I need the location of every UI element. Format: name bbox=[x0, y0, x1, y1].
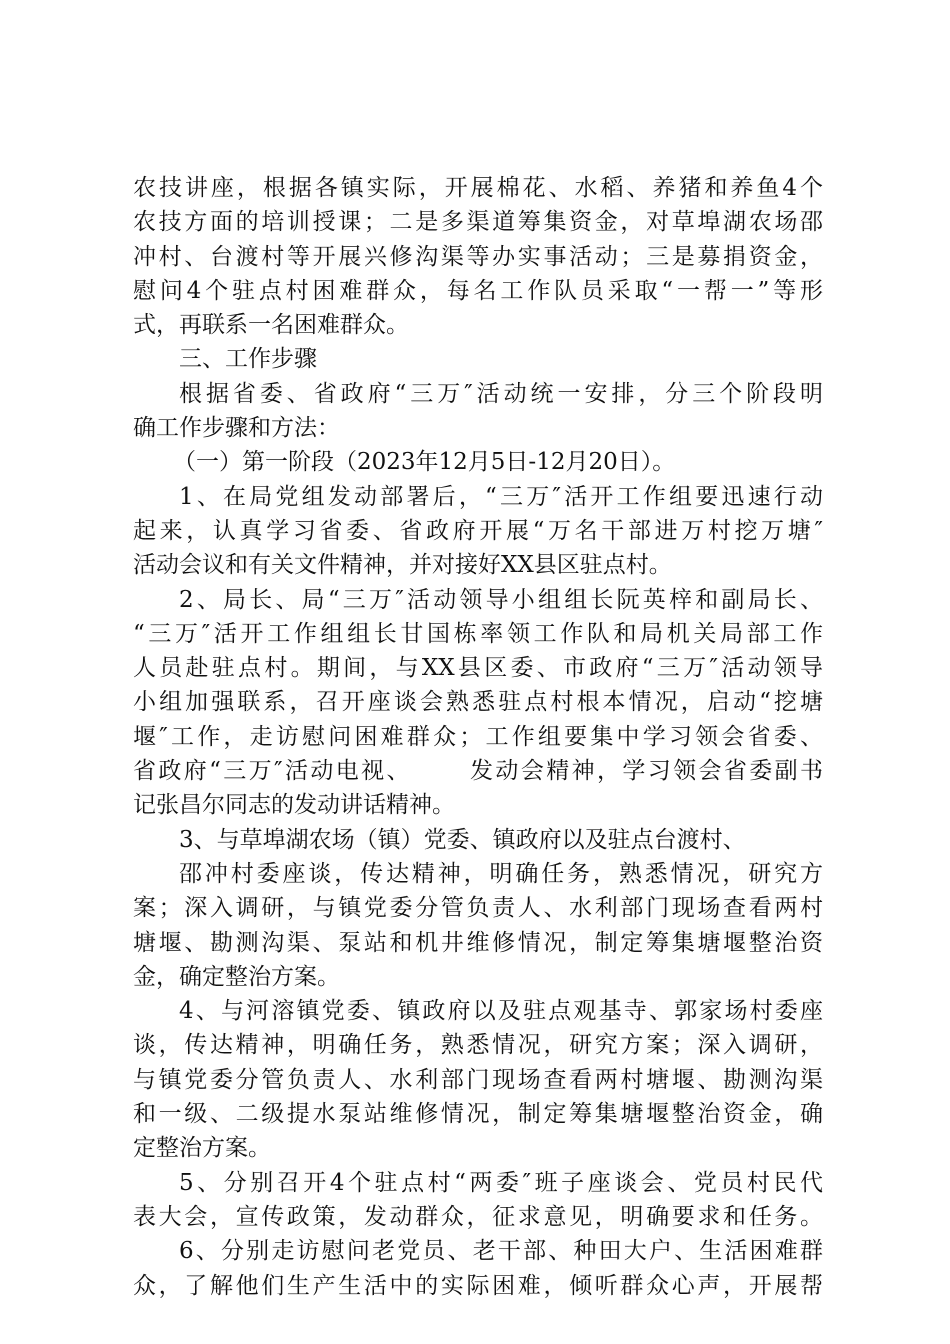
text-line: 根据省委、省政府“三万″活动统一安排，分三个阶段明 bbox=[179, 380, 823, 407]
text-line: 起来，认真学习省委、省政府开展“万名干部进万村挖万塘″ bbox=[133, 517, 823, 544]
text-line: “三万″活开工作组组长甘国栋率领工作队和局机关局部工作 bbox=[133, 620, 823, 647]
text-line: 记张昌尔同志的发动讲话精神。 bbox=[133, 792, 455, 819]
text-line: 慰问4个驻点村困难群众，每名工作队员采取“一帮一”等形 bbox=[133, 277, 823, 304]
text-line: 案；深入调研，与镇党委分管负责人、水利部门现场查看两村 bbox=[133, 895, 823, 922]
text-line: 表大会，宣传政策，发动群众，征求意见，明确要求和任务。 bbox=[133, 1203, 823, 1230]
subsection-heading: （一）第一阶段（2023年12月5日-12月20日）。 bbox=[173, 449, 676, 476]
text-line: 确工作步骤和方法： bbox=[133, 415, 340, 442]
text-line: 小组加强联系，召开座谈会熟悉驻点村根本情况，启动“挖塘 bbox=[133, 689, 823, 716]
text-line: 4、与河溶镇党委、镇政府以及驻点观基寺、郭家场村委座 bbox=[179, 998, 823, 1025]
text-line: 3、与草埠湖农场（镇）党委、镇政府以及驻点台渡村、 bbox=[179, 826, 746, 853]
text-line: 1、在局党组发动部署后，“三万″活开工作组要迅速行动 bbox=[179, 483, 823, 510]
document-body bbox=[133, 171, 823, 1303]
text-line: 谈，传达精神，明确任务，熟悉情况，研究方案；深入调研， bbox=[133, 1032, 823, 1059]
text-line: 5、分别召开4个驻点村“两委″班子座谈会、党员村民代 bbox=[179, 1169, 823, 1196]
text-line: 和一级、二级提水泵站维修情况，制定筹集塘堰整治资金，确 bbox=[133, 1101, 823, 1128]
text-line: 农技方面的培训授课；二是多渠道筹集资金，对草埠湖农场邵 bbox=[133, 209, 823, 236]
section-heading: 三、工作步骤 bbox=[179, 346, 317, 373]
text-line: 人员赴驻点村。期间，与XX县区委、市政府“三万″活动领导 bbox=[133, 655, 823, 682]
text-line: 塘堰、勘测沟渠、泵站和机井维修情况，制定筹集塘堰整治资 bbox=[133, 929, 823, 956]
text-line: 堰″工作，走访慰问困难群众；工作组要集中学习领会省委、 bbox=[133, 723, 823, 750]
text-line: 农技讲座，根据各镇实际，开展棉花、水稻、养猪和养鱼4个 bbox=[133, 175, 823, 201]
text-line: 6、分别走访慰问老党员、老干部、种田大户、生活困难群 bbox=[179, 1238, 823, 1265]
text-line: 与镇党委分管负责人、水利部门现场查看两村塘堰、勘测沟渠 bbox=[133, 1066, 823, 1093]
text-line: 2、局长、局“三万″活动领导小组组长阮英梓和副局长、 bbox=[179, 586, 823, 613]
text-line: 金，确定整治方案。 bbox=[133, 963, 340, 990]
text-line: 定整治方案。 bbox=[133, 1135, 271, 1162]
text-line: 冲村、台渡村等开展兴修沟渠等办实事活动；三是募捐资金， bbox=[133, 243, 823, 270]
text-line: 众，了解他们生产生活中的实际困难，倾听群众心声，开展帮 bbox=[133, 1272, 823, 1299]
text-line: 邵冲村委座谈，传达精神，明确任务，熟悉情况，研究方 bbox=[179, 860, 823, 887]
text-line: 活动会议和有关文件精神，并对接好XX县区驻点村。 bbox=[133, 552, 672, 579]
text-line: 省政府“三万″活动电视、 发动会精神，学习领会省委副书 bbox=[133, 758, 823, 785]
text-line: 式，再联系一名困难群众。 bbox=[133, 312, 409, 339]
